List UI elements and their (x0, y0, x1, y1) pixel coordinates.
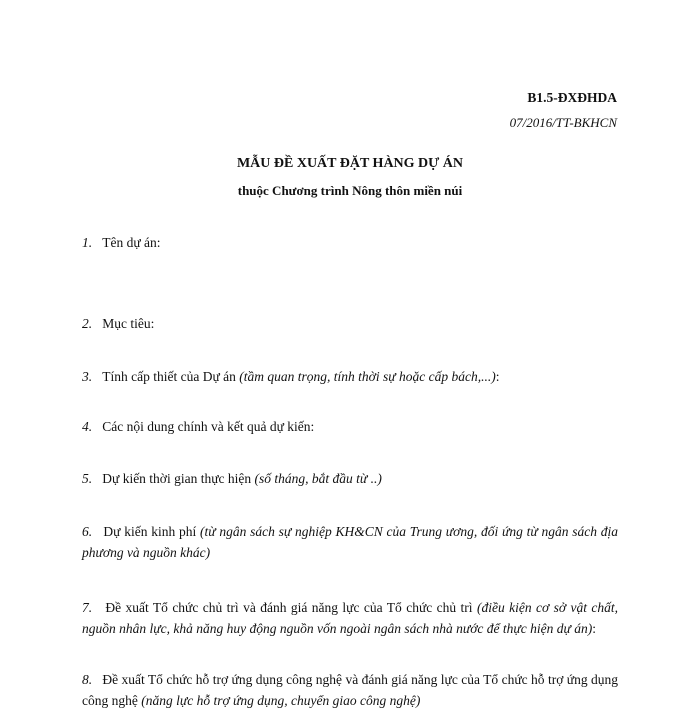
item-label: Dự kiến thời gian thực hiện (102, 471, 255, 486)
item-number: 1. (82, 235, 93, 250)
item-note: (số tháng, bắt đầu từ ..) (254, 471, 382, 486)
document-title: MẪU ĐỀ XUẤT ĐẶT HÀNG DỰ ÁN (236, 156, 464, 171)
item-label: Mục tiêu: (102, 316, 155, 331)
circular-reference: 07/2016/TT-BKHCN (509, 115, 617, 130)
item-tail: : (592, 621, 596, 636)
item-label: Đề xuất Tổ chức hỗ trợ ứng dụng công nghệ và đánh giá năng lực của Tổ chức hỗ trợ ứng dụng công nghệ (82, 672, 618, 708)
item-objectives (82, 313, 618, 334)
item-note: (năng lực hỗ trợ ứng dụng, chuyển giao công nghệ) (141, 693, 421, 708)
item-project-name (82, 232, 618, 253)
item-number: 7. (82, 600, 93, 615)
document-subtitle: thuộc Chương trình Nông thôn miền núi (237, 183, 463, 198)
item-necessity (82, 366, 618, 387)
item-label: Tính cấp thiết của Dự án (102, 369, 240, 384)
item-number: 2. (82, 316, 93, 331)
item-label: Đề xuất Tổ chức chủ trì và đánh giá năng lực của Tổ chức chủ trì (105, 600, 477, 615)
item-note: (từ ngân sách sự nghiệp KH&CN của Trung ương, đối ứng từ ngân sách địa phương và nguồn khác) (82, 524, 619, 560)
item-number: 6. (82, 524, 93, 539)
item-number: 3. (82, 369, 93, 384)
item-number: 5. (82, 471, 93, 486)
item-note: (tầm quan trọng, tính thời sự hoặc cấp bách,...) (239, 369, 496, 384)
item-note: (điều kiện cơ sở vật chất, nguồn nhân lực, khả năng huy động nguồn vốn ngoài ngân sách nhà nước để thực hiện dự án) (82, 600, 618, 636)
item-label: Tên dự án: (102, 235, 161, 250)
item-budget (82, 521, 618, 563)
item-content-results (82, 416, 618, 437)
item-number: 4. (82, 419, 93, 434)
item-duration (82, 468, 618, 489)
item-label: Các nội dung chính và kết quả dự kiến: (102, 419, 315, 434)
item-label: Dự kiến kinh phí (103, 524, 200, 539)
item-support-organization (82, 669, 618, 711)
item-tail: : (495, 369, 500, 384)
item-host-organization (82, 597, 618, 639)
item-number: 8. (82, 672, 93, 687)
form-code: B1.5-ĐXĐHDA (527, 90, 617, 105)
